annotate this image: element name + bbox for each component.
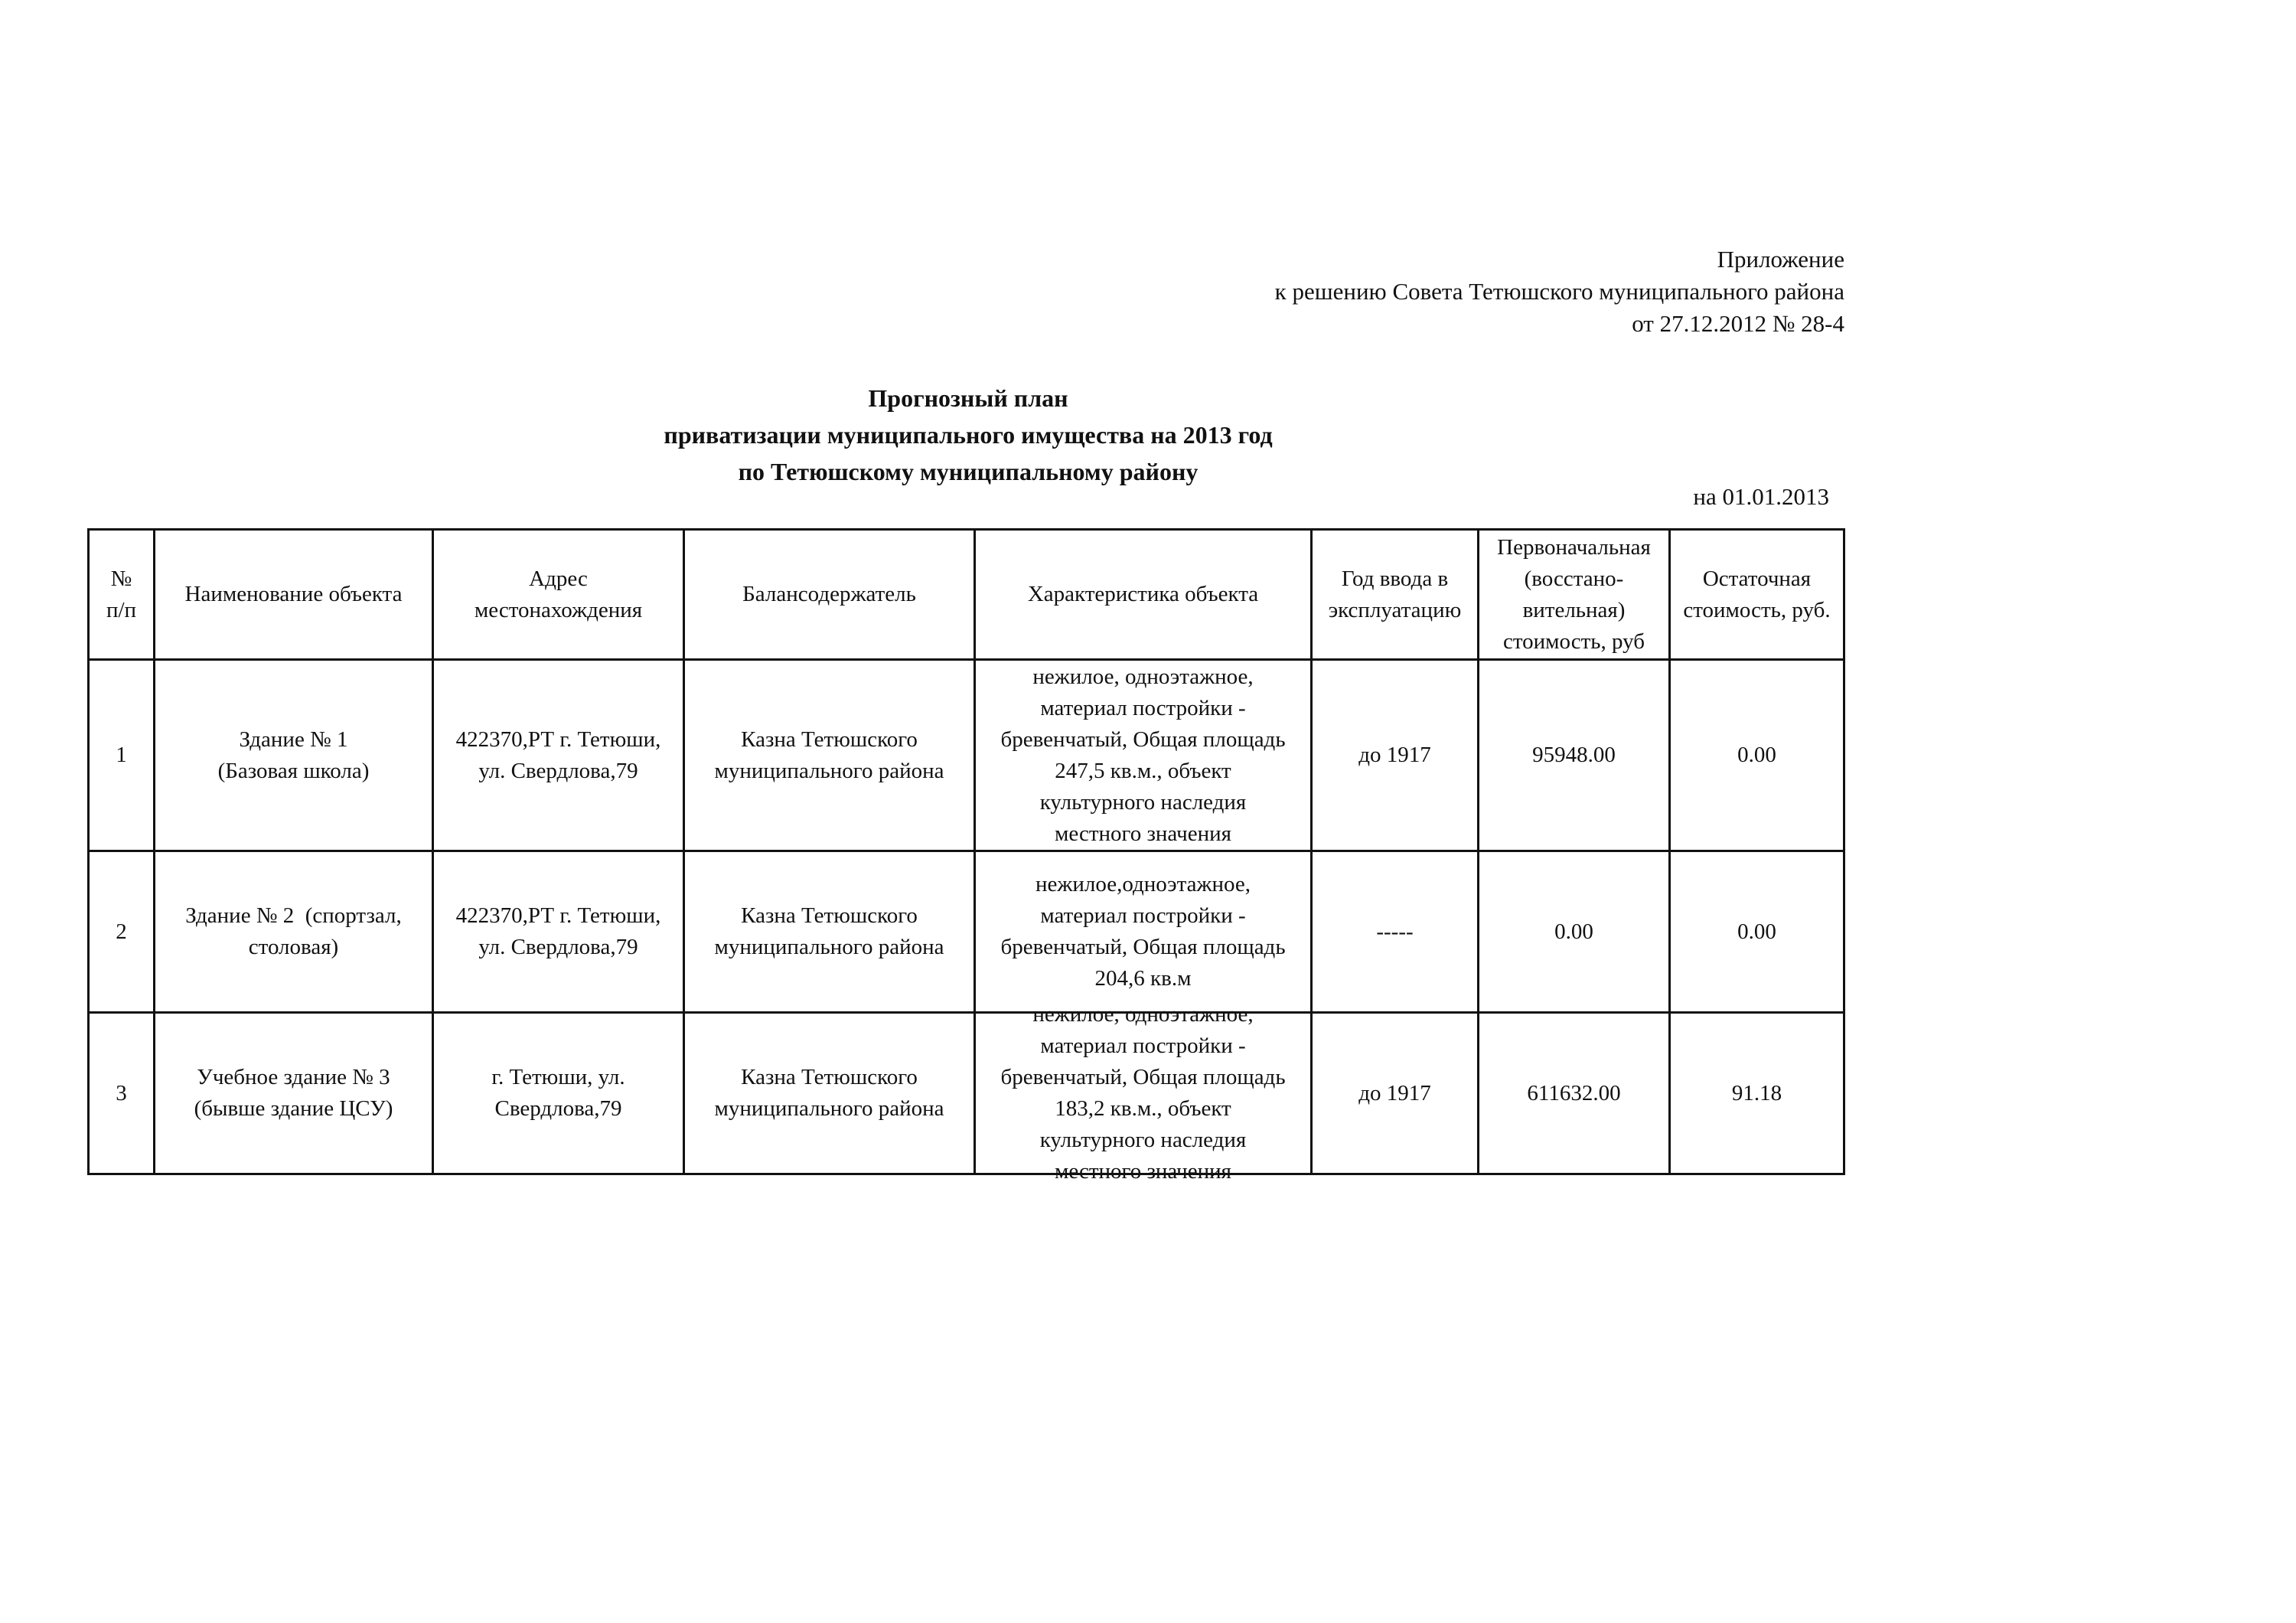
cell-address: 422370,РТ г. Тетюши, ул. Свердлова,79 bbox=[433, 660, 684, 851]
header-holder: Балансодержатель bbox=[684, 530, 975, 660]
header-num: № п/п bbox=[89, 530, 155, 660]
cell-name: Здание № 2 (спортзал, столовая) bbox=[155, 851, 433, 1013]
cell-num: 3 bbox=[89, 1013, 155, 1174]
cell-description: нежилое,одноэтажное, материал постройки - бревенчатый, Общая площадь 204,6 кв.м bbox=[975, 851, 1312, 1013]
cell-description: нежилое, одноэтажное, материал постройки - бревенчатый, Общая площадь 247,5 кв.м., объект культурного наследия местного значения bbox=[975, 660, 1312, 851]
as-of-date: на 01.01.2013 bbox=[1693, 483, 1829, 510]
appendix-line: Приложение bbox=[1717, 246, 1844, 273]
cell-initial-cost: 0.00 bbox=[1479, 851, 1670, 1013]
cell-name: Здание № 1 (Базовая школа) bbox=[155, 660, 433, 851]
header-residual-cost: Остаточная стоимость, руб. bbox=[1670, 530, 1844, 660]
cell-year: ----- bbox=[1312, 851, 1479, 1013]
table-row bbox=[89, 1013, 1844, 1174]
header-description: Характеристика объекта bbox=[975, 530, 1312, 660]
cell-residual-cost: 91.18 bbox=[1670, 1013, 1844, 1174]
table-row bbox=[89, 851, 1844, 1013]
cell-address: 422370,РТ г. Тетюши, ул. Свердлова,79 bbox=[433, 851, 684, 1013]
cell-holder: Казна Тетюшского муниципального района bbox=[684, 851, 975, 1013]
appendix-note bbox=[1275, 243, 1844, 340]
cell-initial-cost: 611632.00 bbox=[1479, 1013, 1670, 1174]
header-initial-cost: Первоначальная (восстано- вительная) стоимость, руб bbox=[1479, 530, 1670, 660]
title-line: приватизации муниципального имущества на 2013 год bbox=[664, 421, 1273, 449]
appendix-line: к решению Совета Тетюшского муниципального района bbox=[1274, 278, 1844, 305]
title-line: Прогнозный план bbox=[868, 384, 1068, 412]
table-row bbox=[89, 660, 1844, 851]
appendix-line: от 27.12.2012 № 28-4 bbox=[1632, 310, 1844, 337]
title-line: по Тетюшскому муниципальному району bbox=[738, 458, 1199, 485]
cell-year: до 1917 bbox=[1312, 660, 1479, 851]
privatization-table bbox=[87, 528, 1845, 1184]
header-address: Адрес местонахождения bbox=[433, 530, 684, 660]
header-name: Наименование объекта bbox=[155, 530, 433, 660]
cell-holder: Казна Тетюшского муниципального района bbox=[684, 1013, 975, 1174]
header-year: Год ввода в эксплуатацию bbox=[1312, 530, 1479, 660]
cell-residual-cost: 0.00 bbox=[1670, 851, 1844, 1013]
cell-name: Учебное здание № 3 (бывше здание ЦСУ) bbox=[155, 1013, 433, 1174]
cell-num: 1 bbox=[89, 660, 155, 851]
cell-description bbox=[975, 1002, 1312, 1184]
cell-year: до 1917 bbox=[1312, 1013, 1479, 1174]
cell-holder: Казна Тетюшского муниципального района bbox=[684, 660, 975, 851]
description-clip: нежилое, одноэтажное, материал постройки - бревенчатый, Общая площадь 183,2 кв.м., объект культурного наследия местного значения bbox=[1000, 1002, 1286, 1184]
cell-num: 2 bbox=[89, 851, 155, 1013]
document-title bbox=[429, 380, 1508, 490]
cell-residual-cost: 0.00 bbox=[1670, 660, 1844, 851]
table-header-row bbox=[89, 530, 1844, 660]
cell-address: г. Тетюши, ул. Свердлова,79 bbox=[433, 1013, 684, 1174]
cell-initial-cost: 95948.00 bbox=[1479, 660, 1670, 851]
